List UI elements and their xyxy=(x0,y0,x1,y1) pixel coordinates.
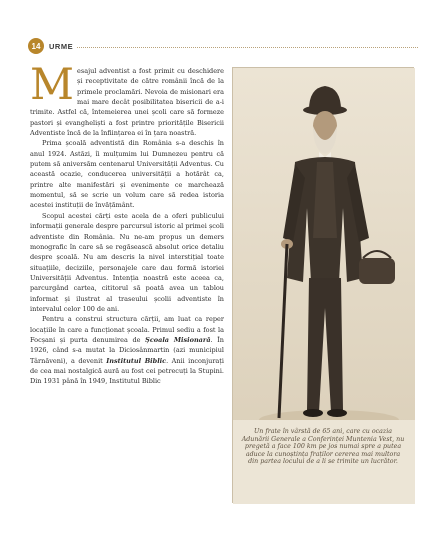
emphasis-institutul-biblic: Institutul Biblic xyxy=(106,356,167,365)
paragraph-2: Prima școală adventistă din România s-a deschis în anul 1924. Astăzi, îi mulțumim lui Dumnezeu pentru că putem să aniversăm centenarul Universității Adventus. Cu această ocazie, conducerea universității a hotărât ca, printre alte manifestări și evenimente ce marchează momentul, să se scrie un volum care să redea istoria acestei instituții de învățământ. xyxy=(30,139,224,210)
header-dotted-rule xyxy=(77,47,418,48)
emphasis-scoala-misionara: Școala Misionară xyxy=(145,335,211,344)
running-header xyxy=(28,38,418,54)
article-text xyxy=(30,60,224,387)
running-head-title: URME xyxy=(49,41,74,51)
drop-cap: M xyxy=(30,60,75,110)
paragraph-4-text-b: . În 1926, când s-a mutat la Diciosânmartin (azi municipiul Târnăveni), a devenit xyxy=(30,335,224,365)
paragraph-4 xyxy=(30,314,224,386)
page-number-badge: 14 xyxy=(28,38,44,54)
paragraph-4-text-c: . Anii inconjurați de cea mai nostalgică aură au fost cei petrecuți la Stupini. Din 1931 până în 1949, Institutul Biblic xyxy=(30,356,224,386)
paragraph-3: Scopul acestei cărți este acela de a oferi publicului informații generale despre parcursul istoric al primei școli adventiste din România. Nu ne-am propus un demers monografic în care să se regăsească absolut orice detaliu despre școală. Nu am descris la nivel interstițial toate situațiile, deciziile, personajele care dau formă istoriei Universității Adventus. Intenția noastră este aceea ca, parcurgând cartea, cititorul să poată avea un tablou informat și ilustrat al traseului școlii adventiste în intervalul celor 100 de ani. xyxy=(30,211,224,313)
paragraph-1-text: esajul adventist a fost primit cu deschidere și receptivitate de către românii încă de la primele proclamări. Nevoia de misionari era mai mare decât posibilitatea bisericii de a-i trimite. Astfel că, întemeierea unei școli care să formeze pastori și evangheliști a fost printre prioritățile Bisericii Adventiste încă de la înființarea ei în țara noastră. xyxy=(30,67,224,138)
paragraph-1 xyxy=(30,60,224,138)
paragraph-4-text-a: Pentru a construi structura cărții, am luat ca reper locațiile în care a funcționat școala. Primul sediu a fost la Focșani și purta denumirea de xyxy=(30,315,224,344)
photo-caption: Un frate în vârstă de 65 ani, care cu ocazia Adunării Generale a Conferinței Muntenia Vest, nu pregetă a face 100 km pe jos numai spre a putea aduce la cunoștința fraților cererea mai multora din partea locului de a li se trimite un lucrător. xyxy=(241,428,405,466)
